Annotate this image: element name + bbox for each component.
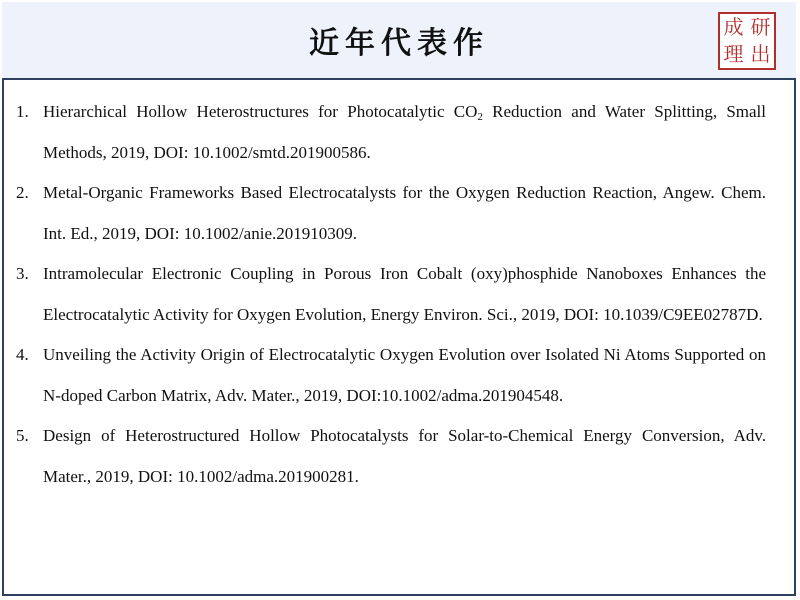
publication-list (16, 92, 766, 497)
publication-number: 1. (16, 102, 29, 121)
publication-number: 4. (16, 345, 29, 364)
publication-text: Intramolecular Electronic Coupling in Porous Iron Cobalt (oxy)phosphide Nanoboxes Enhances the Electrocatalytic Activity for Oxygen Evolution, Energy Environ. Sci., 2019, DOI: 10.1039/C9EE02787D. (43, 264, 766, 324)
publication-text-part: Reduction and Water Splitting, Small Methods, 2019, DOI: 10.1002/smtd.201900586. (43, 102, 767, 162)
seal-char: 出 (750, 42, 771, 66)
publication-number: 2. (16, 183, 29, 202)
publication-text: Unveiling the Activity Origin of Electrocatalytic Oxygen Evolution over Isolated Ni Atoms Supported on N-doped Carbon Matrix, Adv. Mater., 2019, DOI:10.1002/adma.201904548. (43, 345, 766, 405)
slide-header (2, 2, 796, 80)
publication-item (16, 416, 766, 497)
subscript: 2 (477, 111, 483, 123)
publication-text: Metal-Organic Frameworks Based Electrocatalysts for the Oxygen Reduction Reaction, Angew. Chem. Int. Ed., 2019, DOI: 10.1002/anie.201910309. (43, 183, 766, 243)
seal-char: 研 (750, 15, 771, 39)
page-title: 近年代表作 (309, 26, 489, 61)
publication-text-part: Hierarchical Hollow Heterostructures for Photocatalytic CO (43, 102, 478, 121)
seal-stamp-logo (718, 12, 776, 70)
seal-char: 理 (723, 42, 744, 66)
publication-item (16, 173, 766, 254)
publication-item (16, 254, 766, 335)
publication-item (16, 335, 766, 416)
publication-number: 3. (16, 264, 29, 283)
publication-number: 5. (16, 426, 29, 445)
seal-char: 成 (723, 15, 744, 39)
publication-text: Design of Heterostructured Hollow Photocatalysts for Solar-to-Chemical Energy Conversion, Adv. Mater., 2019, DOI: 10.1002/adma.201900281. (43, 426, 766, 486)
publication-item (16, 92, 766, 173)
